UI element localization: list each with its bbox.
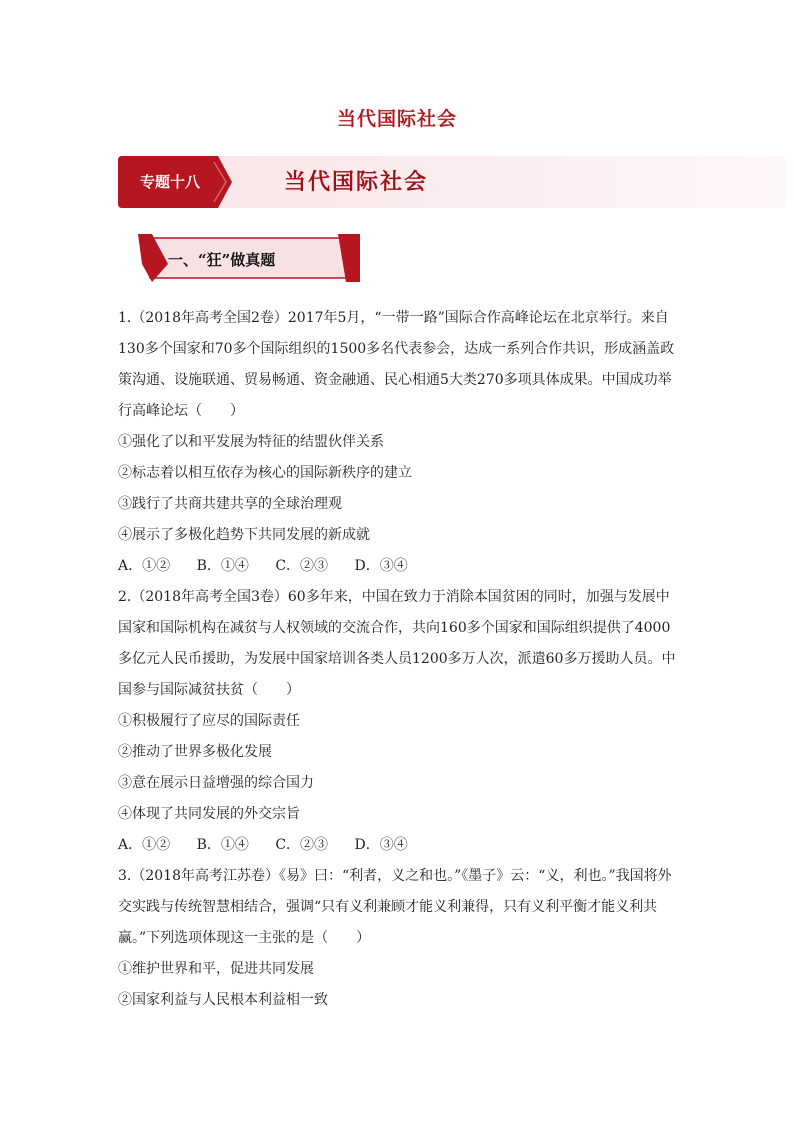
statement-item: ②标志着以相互依存为核心的国际新秩序的建立 bbox=[118, 465, 412, 481]
statement-item: ②国家利益与人民根本利益相一致 bbox=[118, 992, 328, 1008]
choice-a[interactable]: A．①② bbox=[118, 837, 171, 853]
question-1 bbox=[118, 303, 680, 582]
banner-title: 当代国际社会 bbox=[284, 169, 429, 195]
statement-item: ③践行了共商共建共享的全球治理观 bbox=[118, 496, 342, 512]
choice-c[interactable]: C．②③ bbox=[275, 837, 329, 853]
answer-choices bbox=[118, 830, 680, 861]
choice-a[interactable]: A．①② bbox=[118, 558, 171, 574]
choice-d[interactable]: D．③④ bbox=[354, 837, 408, 853]
question-stem: 1.（2018年高考全国2卷）2017年5月，“一带一路”国际合作高峰论坛在北京举行。来自130多个国家和70多个国际组织的1500多名代表参会，达成一系列合作共识，形成涵盖政策沟通、设施联通、贸易畅通、资金融通、民心相通5大类270多项具体成果。中国成功举行高峰论坛（ ） bbox=[118, 310, 675, 419]
statement-item: ④展示了多极化趋势下共同发展的新成就 bbox=[118, 527, 370, 543]
section-title: 一、“狂”做真题 bbox=[168, 251, 276, 269]
page-title: 当代国际社会 bbox=[336, 108, 457, 130]
topic-banner bbox=[118, 156, 786, 208]
choice-b[interactable]: B．①④ bbox=[196, 837, 249, 853]
statement-item: ④体现了共同发展的外交宗旨 bbox=[118, 806, 300, 822]
question-list bbox=[118, 303, 680, 1016]
question-stem: 2.（2018年高考全国3卷）60多年来，中国在致力于消除本国贫困的同时，加强与发展中国家和国际机构在减贫与人权领域的交流合作，共向160多个国家和国际组织提供了4000多亿元人民币援助，为发展中国家培训各类人员1200多万人次，派遣60多万援助人员。中国参与国际减贫扶贫（ ） bbox=[118, 589, 676, 698]
statement-item: ②推动了世界多极化发展 bbox=[118, 744, 272, 760]
statement-item: ①强化了以和平发展为特征的结盟伙伴关系 bbox=[118, 434, 384, 450]
question-3 bbox=[118, 861, 680, 1016]
choice-b[interactable]: B．①④ bbox=[196, 558, 249, 574]
choice-c[interactable]: C．②③ bbox=[275, 558, 329, 574]
statement-item: ①积极履行了应尽的国际责任 bbox=[118, 713, 300, 729]
section-header bbox=[138, 234, 360, 282]
choice-d[interactable]: D．③④ bbox=[354, 558, 408, 574]
statement-item: ①维护世界和平，促进共同发展 bbox=[118, 961, 314, 977]
statement-item: ③意在展示日益增强的综合国力 bbox=[118, 775, 314, 791]
question-stem: 3.（2018年高考江苏卷）《易》曰：“利者，义之和也。”《墨子》云：“义，利也。”我国将外交实践与传统智慧相结合，强调“只有义利兼顾才能义利兼得，只有义利平衡才能义利共赢。”下列选项体现这一主张的是（ ） bbox=[118, 868, 672, 946]
banner-tag-label: 专题十八 bbox=[139, 173, 200, 191]
answer-choices bbox=[118, 551, 680, 582]
question-2 bbox=[118, 582, 680, 861]
